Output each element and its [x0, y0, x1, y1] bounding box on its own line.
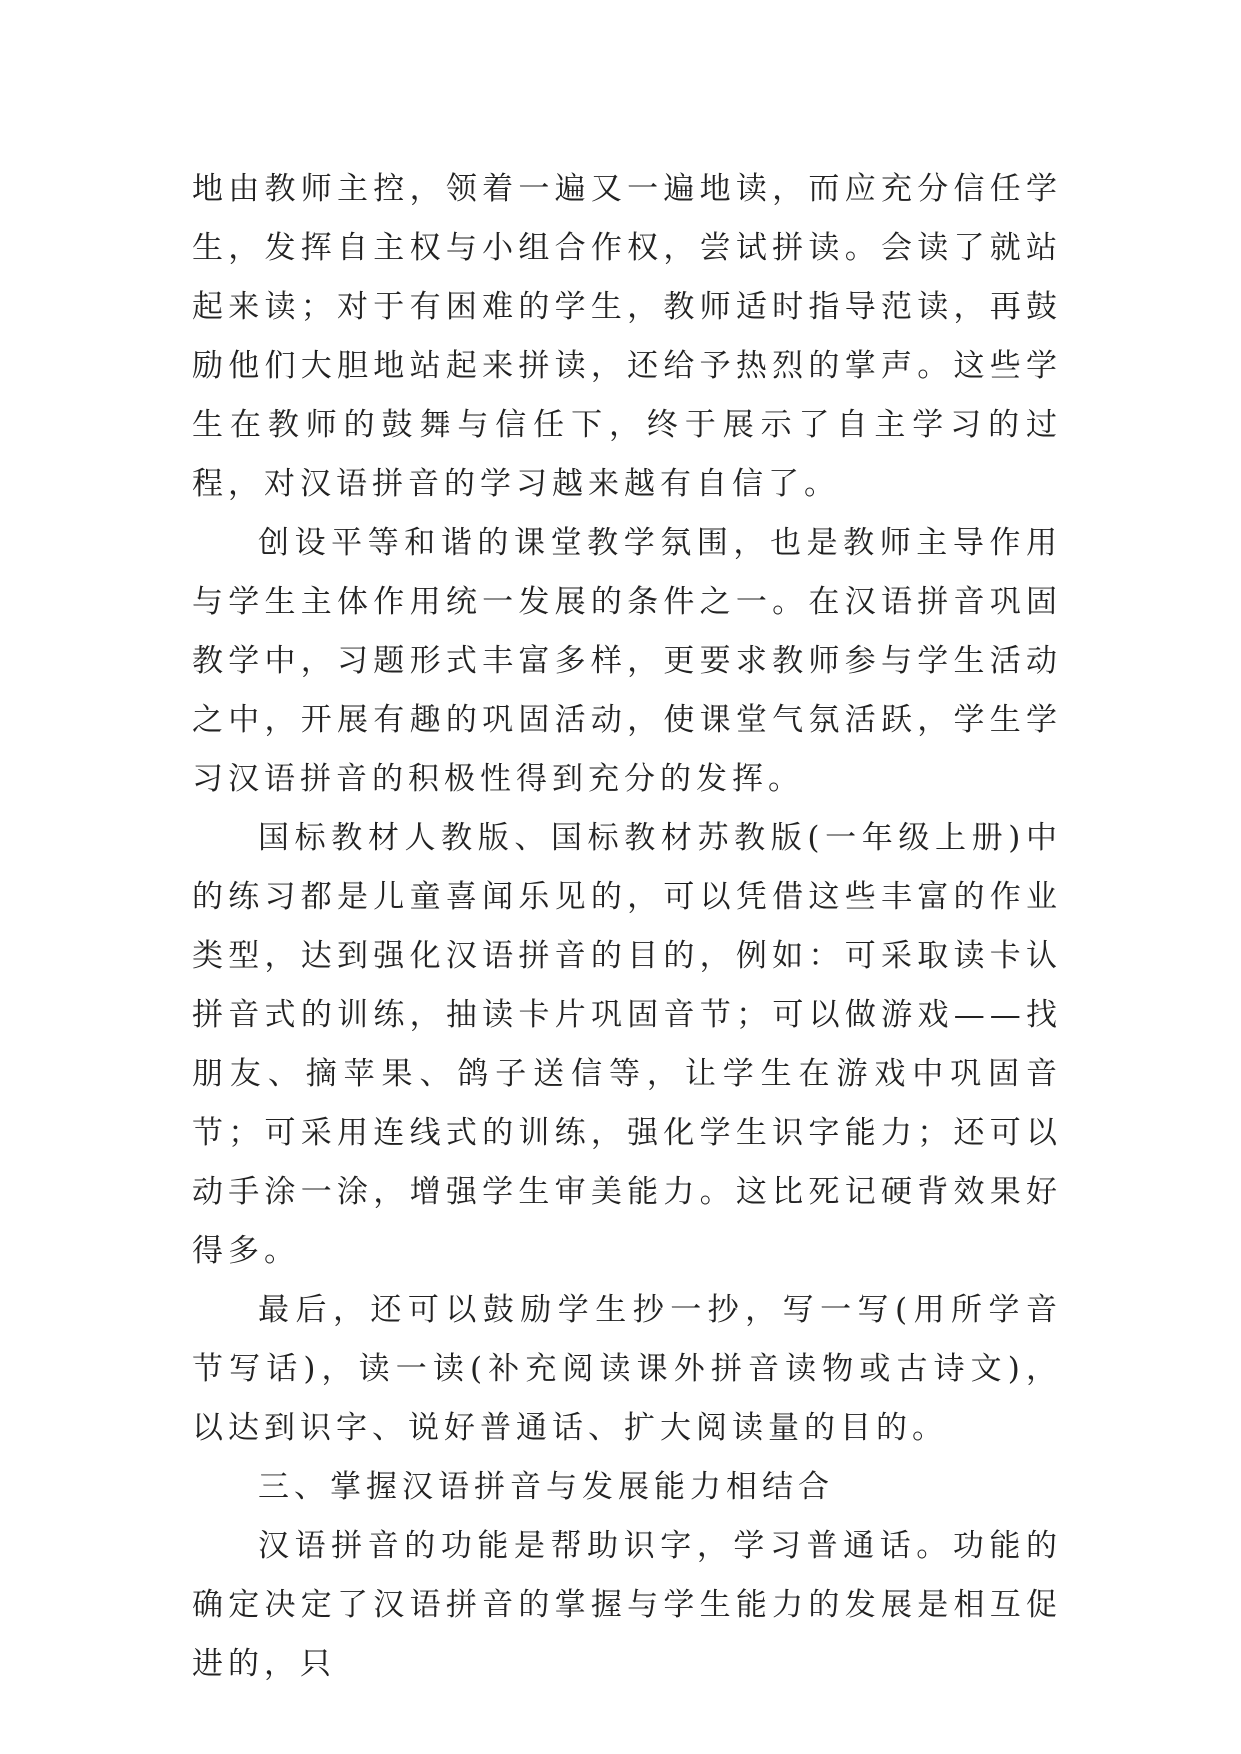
- paragraph-pinyin-function: 汉语拼音的功能是帮助识字，学习普通话。功能的确定决定了汉语拼音的掌握与学生能力的发展是相互促进的，只: [192, 1528, 1062, 1682]
- paragraph-continuation: 地由教师主控，领着一遍又一遍地读，而应充分信任学生，发挥自主权与小组合作权，尝试拼读。会读了就站起来读；对于有困难的学生，教师适时指导范读，再鼓励他们大胆地站起来拼读，还给予热烈的掌声。这些学生在教师的鼓舞与信任下，终于展示了自主学习的过程，对汉语拼音的学习越来越有自信了。: [192, 171, 1062, 502]
- paragraph-finally: 最后，还可以鼓励学生抄一抄，写一写(用所学音节写话)，读一读(补充阅读课外拼音读物或古诗文)，以达到识字、说好普通话、扩大阅读量的目的。: [192, 1292, 1062, 1446]
- section-heading: 三、掌握汉语拼音与发展能力相结合: [258, 1469, 834, 1505]
- paragraph-textbook-exercises: 国标教材人教版、国标教材苏教版(一年级上册)中的练习都是儿童喜闻乐见的，可以凭借这些丰富的作业类型，达到强化汉语拼音的目的，例如：可采取读卡认拼音式的训练，抽读卡片巩固音节；可以做游戏——找朋友、摘苹果、鸽子送信等，让学生在游戏中巩固音节；可采用连线式的训练，强化学生识字能力；还可以动手涂一涂，增强学生审美能力。这比死记硬背效果好得多。: [192, 820, 1062, 1269]
- paragraph-classroom-atmosphere: 创设平等和谐的课堂教学氛围，也是教师主导作用与学生主体作用统一发展的条件之一。在汉语拼音巩固教学中，习题形式丰富多样，更要求教师参与学生活动之中，开展有趣的巩固活动，使课堂气氛活跃，学生学习汉语拼音的积极性得到充分的发挥。: [192, 525, 1062, 797]
- document-body: [192, 160, 1062, 1694]
